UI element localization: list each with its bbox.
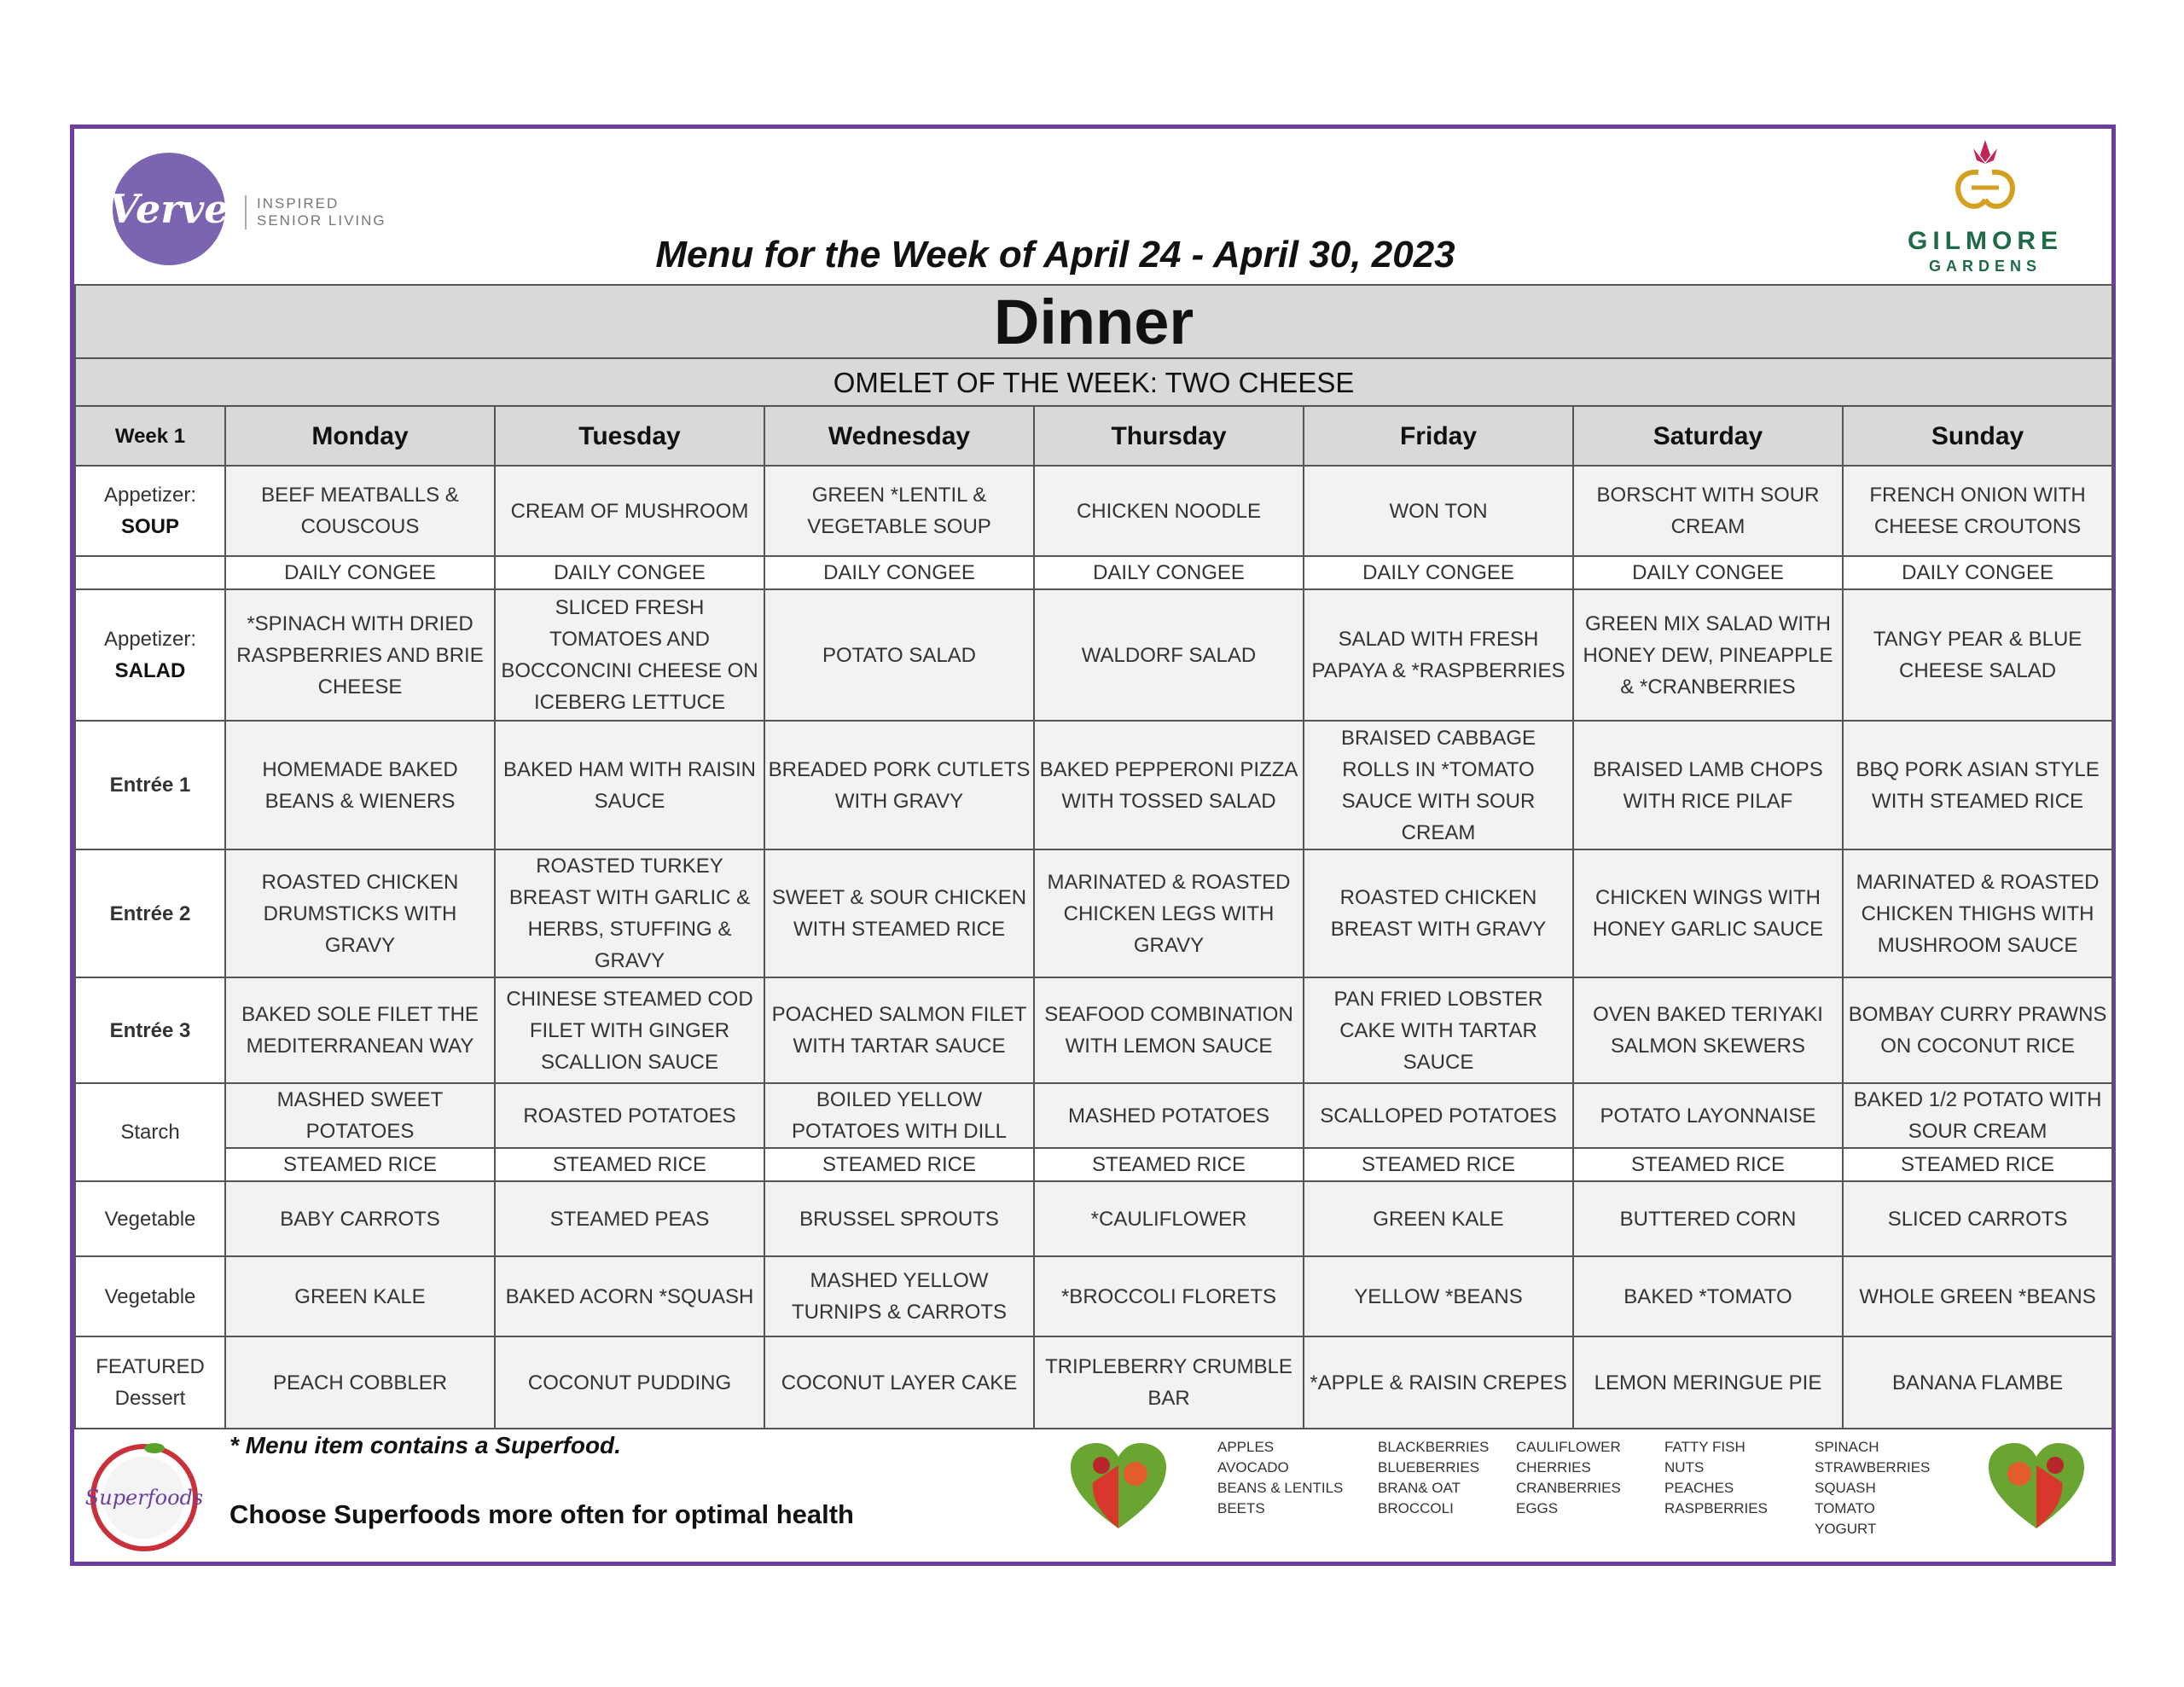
menu-item: GREEN *LENTIL & VEGETABLE SOUP <box>764 466 1034 556</box>
menu-item: POACHED SALMON FILET WITH TARTAR SAUCE <box>764 977 1034 1083</box>
menu-item: SWEET & SOUR CHICKEN WITH STEAMED RICE <box>764 849 1034 977</box>
menu-item: COCONUT LAYER CAKE <box>764 1336 1034 1429</box>
superfood-item: APPLES <box>1217 1439 1275 1455</box>
superfoods-logo <box>83 1436 206 1556</box>
gilmore-gardens-logo <box>1866 133 2105 282</box>
menu-item: *CAULIFLOWER <box>1034 1181 1304 1256</box>
vegetable2-row <box>75 1256 2112 1336</box>
menu-item: STEAMED RICE <box>1573 1148 1843 1181</box>
menu-item: DAILY CONGEE <box>1573 556 1843 589</box>
menu-title: Menu for the Week of April 24 - April 30, 2023 <box>655 234 1455 275</box>
menu-item: PAN FRIED LOBSTER CAKE WITH TARTAR SAUCE <box>1304 977 1573 1083</box>
menu-item: COCONUT PUDDING <box>495 1336 764 1429</box>
verve-tagline <box>245 195 386 229</box>
salad-row <box>75 589 2112 721</box>
menu-item: WALDORF SALAD <box>1034 589 1304 721</box>
menu-item: ROASTED CHICKEN DRUMSTICKS WITH GRAVY <box>225 849 495 977</box>
verve-logo <box>108 153 229 265</box>
verve-logo-text: Verve <box>108 186 229 232</box>
gilmore-name: GILMORE <box>1908 227 2063 255</box>
row-label-entree1: Entrée 1 <box>75 721 225 849</box>
day-header: Saturday <box>1573 406 1843 466</box>
menu-item: TANGY PEAR & BLUE CHEESE SALAD <box>1843 589 2112 721</box>
week-label: Week 1 <box>75 406 225 466</box>
superfood-item: TOMATO <box>1815 1500 1875 1516</box>
superfood-item: PEACHES <box>1664 1480 1734 1496</box>
row-label-vegetable: Vegetable <box>75 1181 225 1256</box>
menu-item: BAKED SOLE FILET THE MEDITERRANEAN WAY <box>225 977 495 1083</box>
row-label-line: Appetizer: <box>103 628 197 651</box>
congee-row <box>75 556 2112 589</box>
menu-item: CHICKEN WINGS WITH HONEY GARLIC SAUCE <box>1573 849 1843 977</box>
superfood-item: BLUEBERRIES <box>1378 1459 1480 1475</box>
superfood-item: CRANBERRIES <box>1516 1480 1621 1496</box>
menu-item: MASHED SWEET POTATOES <box>225 1083 495 1148</box>
menu-item: BBQ PORK ASIAN STYLE WITH STEAMED RICE <box>1843 721 2112 849</box>
superfood-item: BROCCOLI <box>1378 1500 1454 1516</box>
menu-item: BRAISED LAMB CHOPS WITH RICE PILAF <box>1573 721 1843 849</box>
superfoods-footer <box>74 1429 2111 1562</box>
menu-item: LEMON MERINGUE PIE <box>1573 1336 1843 1429</box>
menu-item: DAILY CONGEE <box>225 556 495 589</box>
menu-item: BOILED YELLOW POTATOES WITH DILL <box>764 1083 1034 1148</box>
row-label-line: FEATURED <box>96 1355 205 1378</box>
superfoods-logo-text: Superfoods <box>84 1486 204 1510</box>
superfood-item: BEETS <box>1217 1500 1265 1516</box>
menu-item: MARINATED & ROASTED CHICKEN LEGS WITH GRAVY <box>1034 849 1304 977</box>
meal-title: Dinner <box>75 285 2112 358</box>
menu-item: *BROCCOLI FLORETS <box>1034 1256 1304 1336</box>
day-header-row <box>75 406 2112 466</box>
veggie-heart-icon <box>1067 1440 1170 1533</box>
menu-item: MARINATED & ROASTED CHICKEN THIGHS WITH MUSHROOM SAUCE <box>1843 849 2112 977</box>
menu-item: GREEN KALE <box>225 1256 495 1336</box>
menu-item: DAILY CONGEE <box>764 556 1034 589</box>
superfood-item: SPINACH <box>1815 1439 1879 1455</box>
menu-item: BAKED ACORN *SQUASH <box>495 1256 764 1336</box>
superfood-item: SQUASH <box>1815 1480 1876 1496</box>
menu-item: DAILY CONGEE <box>1034 556 1304 589</box>
superfood-item: CAULIFLOWER <box>1516 1439 1621 1455</box>
omelet-of-week: OMELET OF THE WEEK: TWO CHEESE <box>75 358 2112 406</box>
day-header: Sunday <box>1843 406 2112 466</box>
menu-item: STEAMED RICE <box>1034 1148 1304 1181</box>
veggie-heart-icon <box>1985 1440 2088 1533</box>
superfood-note: * Menu item contains a Superfood. <box>229 1432 621 1458</box>
menu-item: SCALLOPED POTATOES <box>1304 1083 1573 1148</box>
menu-item: CHINESE STEAMED COD FILET WITH GINGER SCALLION SAUCE <box>495 977 764 1083</box>
menu-item: DAILY CONGEE <box>1304 556 1573 589</box>
superfood-item: BEANS & LENTILS <box>1217 1480 1344 1496</box>
day-header: Wednesday <box>764 406 1034 466</box>
superfood-item: NUTS <box>1664 1459 1705 1475</box>
row-label-entree3: Entrée 3 <box>75 977 225 1083</box>
menu-item: SLICED FRESH TOMATOES AND BOCCONCINI CHEESE ON ICEBERG LETTUCE <box>495 589 764 721</box>
menu-item: BEEF MEATBALLS & COUSCOUS <box>225 466 495 556</box>
menu-item: BAKED HAM WITH RAISIN SAUCE <box>495 721 764 849</box>
menu-item: BREADED PORK CUTLETS WITH GRAVY <box>764 721 1034 849</box>
day-header: Tuesday <box>495 406 764 466</box>
gilmore-emblem-icon <box>1866 133 2105 227</box>
menu-item: DAILY CONGEE <box>1843 556 2112 589</box>
menu-item: STEAMED RICE <box>1304 1148 1573 1181</box>
row-label-empty <box>75 556 225 589</box>
soup-row <box>75 466 2112 556</box>
menu-item: CREAM OF MUSHROOM <box>495 466 764 556</box>
menu-item: DAILY CONGEE <box>495 556 764 589</box>
superfood-list-col-1 <box>1217 1437 1343 1519</box>
menu-item: *APPLE & RAISIN CREPES <box>1304 1336 1573 1429</box>
entree1-row <box>75 721 2112 849</box>
superfood-list-col-3 <box>1516 1437 1621 1519</box>
menu-item: ROASTED CHICKEN BREAST WITH GRAVY <box>1304 849 1573 977</box>
superfood-item: BLACKBERRIES <box>1378 1439 1490 1455</box>
row-label-dessert <box>75 1336 225 1429</box>
menu-item: STEAMED RICE <box>764 1148 1034 1181</box>
superfood-item: CHERRIES <box>1516 1459 1591 1475</box>
menu-item: ROASTED POTATOES <box>495 1083 764 1148</box>
menu-item: FRENCH ONION WITH CHEESE CROUTONS <box>1843 466 2112 556</box>
row-label-line: Dessert <box>114 1387 186 1410</box>
omelet-row <box>75 358 2112 406</box>
dessert-row <box>75 1336 2112 1429</box>
superfood-item: YOGURT <box>1815 1521 1877 1537</box>
menu-item: *SPINACH WITH DRIED RASPBERRIES AND BRIE CHEESE <box>225 589 495 721</box>
verve-tagline-line2: SENIOR LIVING <box>257 212 386 229</box>
menu-item: OVEN BAKED TERIYAKI SALMON SKEWERS <box>1573 977 1843 1083</box>
menu-item: GREEN MIX SALAD WITH HONEY DEW, PINEAPPLE & *CRANBERRIES <box>1573 589 1843 721</box>
row-label-vegetable: Vegetable <box>75 1256 225 1336</box>
menu-item: CHICKEN NOODLE <box>1034 466 1304 556</box>
menu-item: BAKED PEPPERONI PIZZA WITH TOSSED SALAD <box>1034 721 1304 849</box>
menu-item: SLICED CARROTS <box>1843 1181 2112 1256</box>
superfood-item: STRAWBERRIES <box>1815 1459 1931 1475</box>
menu-item: POTATO LAYONNAISE <box>1573 1083 1843 1148</box>
rice-row <box>75 1148 2112 1181</box>
superfood-item: EGGS <box>1516 1500 1559 1516</box>
row-label-entree2: Entrée 2 <box>75 849 225 977</box>
menu-item: STEAMED PEAS <box>495 1181 764 1256</box>
menu-item: BAKED *TOMATO <box>1573 1256 1843 1336</box>
menu-item: HOMEMADE BAKED BEANS & WIENERS <box>225 721 495 849</box>
entree2-row <box>75 849 2112 977</box>
superfood-list-col-2 <box>1378 1437 1489 1519</box>
row-label-starch: Starch <box>75 1083 225 1181</box>
superfood-item: FATTY FISH <box>1664 1439 1745 1455</box>
menu-item: YELLOW *BEANS <box>1304 1256 1573 1336</box>
row-label-soup <box>75 466 225 556</box>
menu-item: WHOLE GREEN *BEANS <box>1843 1256 2112 1336</box>
menu-item: PEACH COBBLER <box>225 1336 495 1429</box>
menu-item: STEAMED RICE <box>495 1148 764 1181</box>
menu-item: BANANA FLAMBE <box>1843 1336 2112 1429</box>
menu-table <box>74 284 2113 1429</box>
menu-item: POTATO SALAD <box>764 589 1034 721</box>
menu-item: BABY CARROTS <box>225 1181 495 1256</box>
menu-item: BAKED 1/2 POTATO WITH SOUR CREAM <box>1843 1083 2112 1148</box>
menu-item: BORSCHT WITH SOUR CREAM <box>1573 466 1843 556</box>
menu-item: BOMBAY CURRY PRAWNS ON COCONUT RICE <box>1843 977 2112 1083</box>
menu-item: ROASTED TURKEY BREAST WITH GARLIC & HERBS, STUFFING & GRAVY <box>495 849 764 977</box>
menu-item: BUTTERED CORN <box>1573 1181 1843 1256</box>
verve-tagline-line1: INSPIRED <box>257 195 340 212</box>
menu-item: MASHED POTATOES <box>1034 1083 1304 1148</box>
day-header: Monday <box>225 406 495 466</box>
day-header: Friday <box>1304 406 1573 466</box>
row-label-line: SOUP <box>120 515 179 538</box>
menu-item: SEAFOOD COMBINATION WITH LEMON SAUCE <box>1034 977 1304 1083</box>
row-label-salad <box>75 589 225 721</box>
menu-item: STEAMED RICE <box>225 1148 495 1181</box>
row-label-line: Appetizer: <box>103 484 197 507</box>
starch-row <box>75 1083 2112 1148</box>
entree3-row <box>75 977 2112 1083</box>
menu-item: TRIPLEBERRY CRUMBLE BAR <box>1034 1336 1304 1429</box>
row-label-line: SALAD <box>114 659 186 682</box>
menu-item: SALAD WITH FRESH PAPAYA & *RASPBERRIES <box>1304 589 1573 721</box>
meal-banner-row <box>75 285 2112 358</box>
menu-item: STEAMED RICE <box>1843 1148 2112 1181</box>
superfood-tip: Choose Superfoods more often for optimal health <box>229 1499 854 1529</box>
vegetable1-row <box>75 1181 2112 1256</box>
menu-item: GREEN KALE <box>1304 1181 1573 1256</box>
day-header: Thursday <box>1034 406 1304 466</box>
superfood-item: RASPBERRIES <box>1664 1500 1768 1516</box>
gilmore-sub: GARDENS <box>1928 258 2042 275</box>
menu-item: BRAISED CABBAGE ROLLS IN *TOMATO SAUCE WITH SOUR CREAM <box>1304 721 1573 849</box>
menu-item: BRUSSEL SPROUTS <box>764 1181 1034 1256</box>
menu-frame <box>70 125 2116 1566</box>
superfood-item: AVOCADO <box>1217 1459 1289 1475</box>
superfood-list-col-5 <box>1815 1437 1930 1539</box>
menu-item: MASHED YELLOW TURNIPS & CARROTS <box>764 1256 1034 1336</box>
superfood-list-col-4 <box>1664 1437 1768 1519</box>
superfood-item: BRAN& OAT <box>1378 1480 1461 1496</box>
menu-item: WON TON <box>1304 466 1573 556</box>
